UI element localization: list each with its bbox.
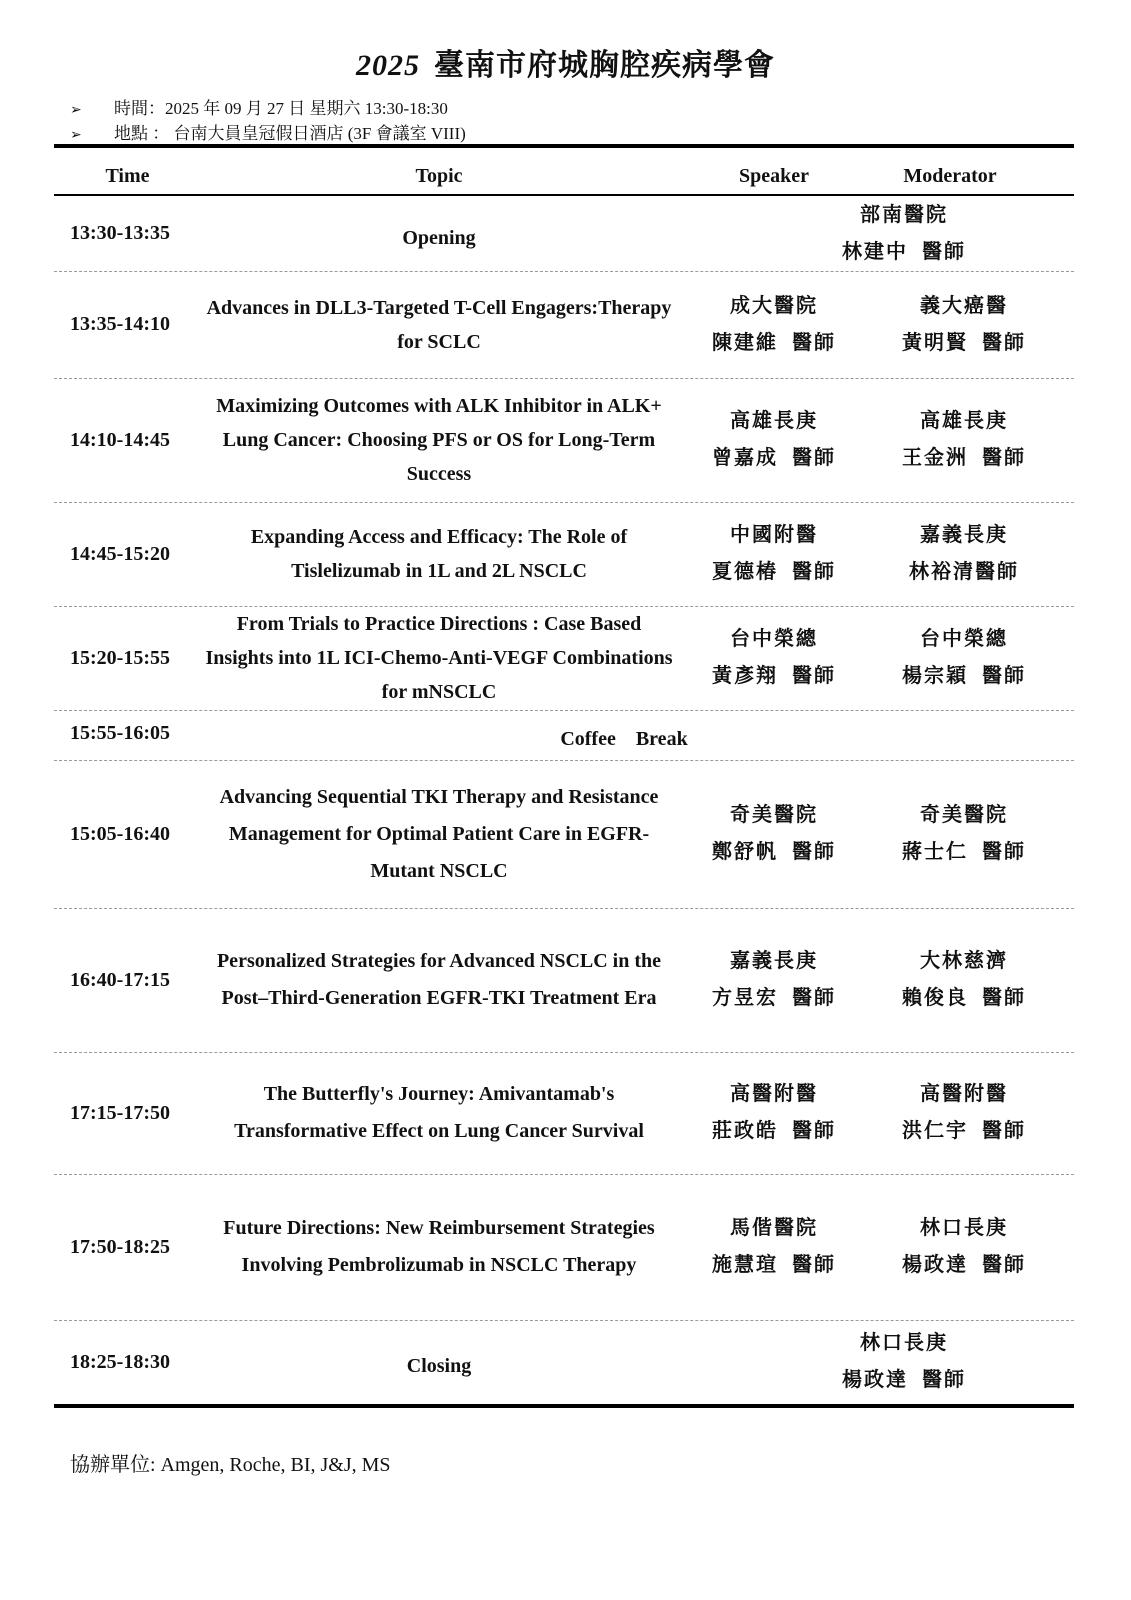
table-row [54,378,1074,503]
row-moderator [874,502,1054,606]
column-header-time: Time [105,165,150,187]
table-row [54,196,1074,272]
row-moderator [874,1174,1054,1320]
row-time: 15:20-15:55 [70,646,170,669]
table-row [54,502,1074,607]
row-speaker [684,271,864,378]
title-year: 2025 [356,49,420,82]
row-speaker [684,502,864,606]
co-organizers: 協辦單位: Amgen, Roche, BI, J&J, MS [70,1454,391,1476]
row-topic: Advances in DLL3-Targeted T-Cell Engagers:Therapy for SCLC [206,296,672,353]
row-topic: Advancing Sequential TKI Therapy and Resistance Management for Optimal Patient Care in EGFR-Mutant NSCLC [219,785,659,882]
doctor: 方昱宏 醫師 [712,987,836,1009]
institution: 奇美醫院 [730,804,818,826]
table-row [54,606,1074,711]
row-speaker [684,1052,864,1174]
institution: 嘉義長庚 [730,950,818,972]
doctor: 陳建維 醫師 [712,331,836,354]
row-topic: The Butterfly's Journey: Amivantamab's Transformative Effect on Lung Cancer Survival [234,1083,644,1142]
doctor: 楊政達 醫師 [842,1369,966,1391]
row-topic: Maximizing Outcomes with ALK Inhibitor in ALK+ Lung Cancer: Choosing PFS or OS for Long-Term Success [216,395,662,485]
row-time: 17:15-17:50 [70,1101,170,1124]
row-speaker [684,606,864,710]
institution: 成大醫院 [730,294,818,317]
row-time: 13:30-13:35 [70,222,170,244]
row-speaker [684,378,864,502]
row-topic: Closing [406,1355,472,1377]
doctor: 林裕清醫師 [909,561,1019,583]
row-moderator [874,271,1054,378]
doctor: 賴俊良 醫師 [902,987,1026,1009]
coffee-break-label: Coffee Break [560,727,688,750]
institution: 馬偕醫院 [730,1217,818,1239]
doctor: 莊政皓 醫師 [712,1120,836,1142]
institution: 大林慈濟 [920,950,1008,972]
table-row-break [54,710,1074,761]
row-time: 18:25-18:30 [70,1350,170,1373]
table-row [54,271,1074,379]
row-time: 17:50-18:25 [70,1235,170,1258]
doctor: 施慧瑄 醫師 [712,1254,836,1276]
institution: 高雄長庚 [920,410,1008,432]
doctor: 鄭舒帆 醫師 [712,841,836,863]
column-header-moderator: Moderator [903,165,997,187]
place-line: 地點 ： 台南大員皇冠假日酒店 (3F 會議室 VIII) [114,124,466,143]
title-name: 臺南市府城胸腔疾病學會 [434,49,775,82]
row-moderator [874,378,1054,502]
row-shared-moderator [754,1320,1054,1404]
institution: 部南醫院 [860,203,948,226]
institution: 台中榮總 [920,628,1008,650]
institution: 義大癌醫 [920,294,1008,317]
row-topic: Opening [402,226,476,249]
arrow-bullet-icon: ➢ [70,103,82,118]
institution: 奇美醫院 [920,804,1008,826]
row-moderator [874,760,1054,908]
row-topic: Expanding Access and Efficacy: The Role of Tislelizumab in 1L and 2L NSCLC [250,526,628,582]
table-row [54,908,1074,1053]
column-header-topic: Topic [415,165,463,187]
doctor: 黃明賢 醫師 [902,331,1026,354]
row-moderator [874,1052,1054,1174]
row-speaker [684,908,864,1052]
row-moderator [874,606,1054,710]
time-line: 時間：2025 年 09 月 27 日 星期六 13:30-18:30 [114,99,448,118]
row-topic: Future Directions: New Reimbursement Strategies Involving Pembrolizumab in NSCLC Therapy [223,1217,655,1276]
doctor: 楊宗穎 醫師 [902,665,1026,687]
row-time: 16:40-17:15 [70,968,170,991]
institution: 高醫附醫 [730,1083,818,1105]
row-time: 15:05-16:40 [70,822,170,845]
table-row [54,1052,1074,1175]
arrow-bullet-icon: ➢ [70,128,82,143]
doctor: 曾嘉成 醫師 [712,447,836,469]
row-time: 15:55-16:05 [70,722,170,744]
doctor: 黃彥翔 醫師 [712,665,836,687]
doctor: 楊政達 醫師 [902,1254,1026,1276]
institution: 林口長庚 [860,1332,948,1354]
meta-time [70,94,448,119]
institution: 高雄長庚 [730,410,818,432]
row-time: 14:45-15:20 [70,542,170,565]
row-time: 13:35-14:10 [70,313,170,335]
institution: 中國附醫 [730,524,818,546]
doctor: 林建中 醫師 [842,240,966,263]
institution: 林口長庚 [920,1217,1008,1239]
doctor: 蔣士仁 醫師 [902,841,1026,863]
row-speaker [684,760,864,908]
table-row [54,1320,1074,1404]
row-topic: From Trials to Practice Directions : Case Based Insights into 1L ICI-Chemo-Anti-VEGF Combinations for mNSCLC [205,613,673,703]
institution: 台中榮總 [730,628,818,650]
doctor: 王金洲 醫師 [902,447,1026,469]
top-rule [54,144,1074,148]
table-row [54,760,1074,909]
bottom-rule [54,1404,1074,1408]
row-shared-moderator [754,196,1054,271]
row-time: 14:10-14:45 [70,428,170,451]
institution: 嘉義長庚 [920,524,1008,546]
page-title [0,40,1131,84]
row-moderator [874,908,1054,1052]
row-speaker [684,1174,864,1320]
column-header-speaker: Speaker [739,165,809,187]
doctor: 夏德椿 醫師 [712,561,836,583]
table-row [54,1174,1074,1321]
row-topic: Personalized Strategies for Advanced NSCLC in the Post–Third-Generation EGFR-TKI Treatment Era [216,950,662,1009]
doctor: 洪仁宇 醫師 [902,1120,1026,1142]
institution: 高醫附醫 [920,1083,1008,1105]
meta-place [70,119,466,144]
